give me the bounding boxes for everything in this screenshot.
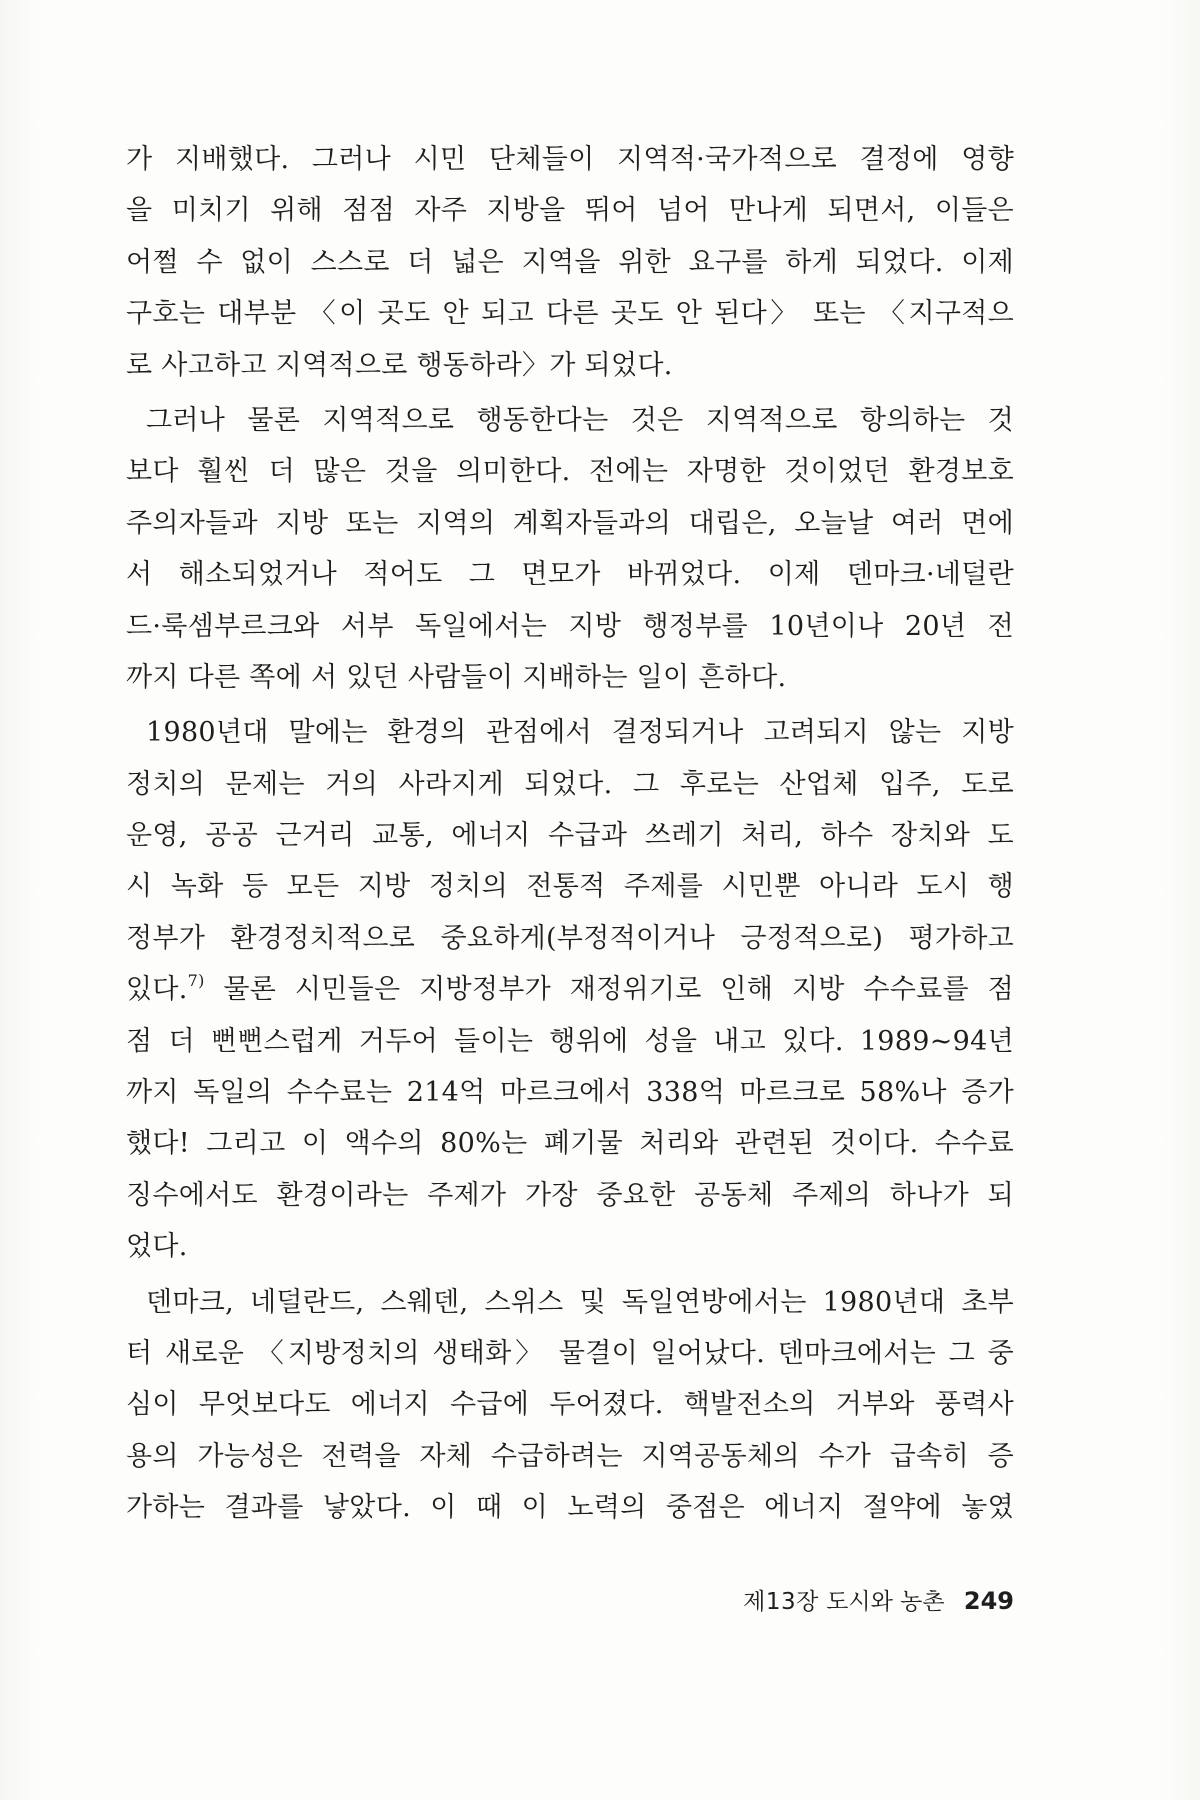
text-line: 어쩔 수 없이 스스로 더 넓은 지역을 위한 요구를 하게 되었다. 이제 [126,246,1014,278]
text-line: 었다. [126,1231,188,1263]
text-line: 가하는 결과를 낳았다. 이 때 이 노력의 중점은 에너지 절약에 놓였 [126,1492,1014,1524]
paragraph-1 [126,134,1014,391]
text-line: 정치의 문제는 거의 사라지게 되었다. 그 후로는 산업체 입주, 도로 [126,768,1014,800]
text-segment: 있다. [126,974,188,1006]
text-line: 구호는 대부분 〈이 곳도 안 되고 다른 곳도 안 된다〉 또는 〈지구적으 [126,298,1014,330]
text-line: 로 사고하고 지역적으로 행동하라〉가 되었다. [126,349,673,381]
text-line: 보다 훨씬 더 많은 것을 의미한다. 전에는 자명한 것이었던 환경보호 [126,456,1014,488]
text-line: 덴마크, 네덜란드, 스웨덴, 스위스 및 독일연방에서는 1980년대 초부 [146,1286,1014,1318]
text-line: 용의 가능성은 전력을 자체 수급하려는 지역공동체의 수가 급속히 증 [126,1440,1014,1472]
text-line: 서 해소되었거나 적어도 그 면모가 바뀌었다. 이제 덴마크·네덜란 [126,559,1014,591]
text-line-with-footnote [126,964,1014,1015]
footnote-marker: 7) [187,971,205,991]
text-segment: 물론 시민들은 지방정부가 재정위기로 인해 지방 수수료를 점 [204,974,1014,1006]
paragraph-4 [126,1277,1014,1534]
text-line: 운영, 공공 근거리 교통, 에너지 수급과 쓰레기 처리, 하수 장치와 도 [126,820,1014,852]
text-line: 징수에서도 환경이라는 주제가 가장 중요한 공동체 주제의 하나가 되 [126,1179,1014,1211]
chapter-label: 제13장 [743,1589,819,1615]
running-footer [743,1583,1014,1616]
text-line: 심이 무엇보다도 에너지 수급에 두어졌다. 핵발전소의 거부와 풍력사 [126,1389,1014,1421]
text-line: 1980년대 말에는 환경의 관점에서 결정되거나 고려되지 않는 지방 [146,717,1014,749]
text-line: 했다! 그리고 이 액수의 80%는 폐기물 처리와 관련된 것이다. 수수료 [126,1128,1014,1160]
text-line: 정부가 환경정치적으로 중요하게(부정적이거나 긍정적으로) 평가하고 [126,922,1014,954]
text-line: 까지 독일의 수수료는 214억 마르크에서 338억 마르크로 58%나 증가 [126,1077,1014,1109]
text-line: 주의자들과 지방 또는 지역의 계획자들과의 대립은, 오늘날 여러 면에 [126,507,1014,539]
paragraph-3 [126,707,1014,1272]
text-line: 점 더 뻔뻔스럽게 거두어 들이는 행위에 성을 내고 있다. 1989~94년 [126,1025,1014,1057]
paragraph-2 [126,395,1014,703]
text-line: 시 녹화 등 모든 지방 정치의 전통적 주제를 시민뿐 아니라 도시 행 [126,871,1014,903]
chapter-title: 도시와 농촌 [826,1589,945,1615]
text-line: 가 지배했다. 그러나 시민 단체들이 지역적·국가적으로 결정에 영향 [126,144,1014,175]
page-number: 249 [963,1587,1014,1615]
text-line: 까지 다른 쪽에 서 있던 사람들이 지배하는 일이 흔하다. [126,661,787,693]
text-line: 터 새로운 〈지방정치의 생태화〉 물결이 일어났다. 덴마크에서는 그 중 [126,1337,1014,1369]
body-text [126,134,1014,1534]
text-line: 을 미치기 위해 점점 자주 지방을 뛰어 넘어 만나게 되면서, 이들은 [126,195,1014,227]
text-line: 드·룩셈부르크와 서부 독일에서는 지방 행정부를 10년이나 20년 전 [126,610,1014,642]
text-line: 그러나 물론 지역적으로 행동한다는 것은 지역적으로 항의하는 것 [146,404,1014,436]
